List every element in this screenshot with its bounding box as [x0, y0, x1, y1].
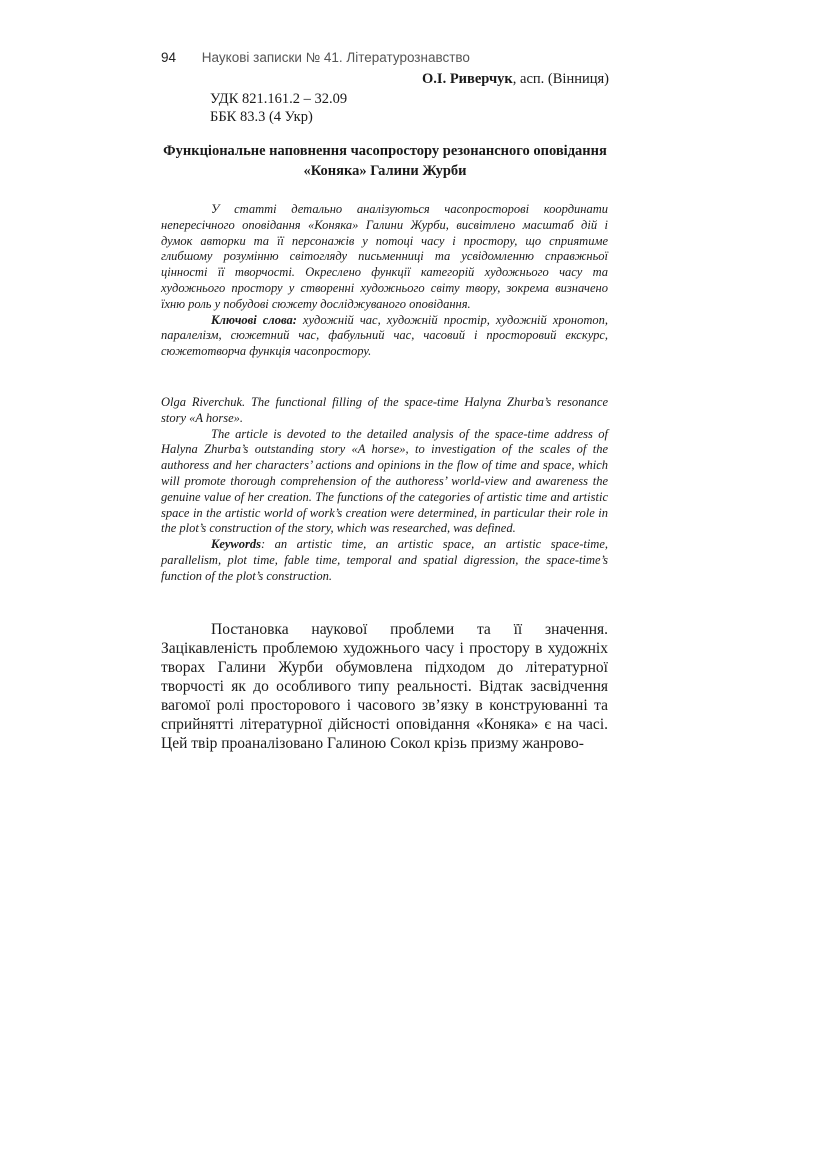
author-affiliation: , асп. (Вінниця)	[512, 71, 609, 87]
english-keywords-label: Keywords	[211, 537, 261, 552]
body-paragraph: Постановка наукової проблеми та її значення. Зацікавленість проблемою художнього часу і простору в художніх творах Галини Журби обумовлена підходом до літературної творчості як до особливого типу реальності. Відтак засвідчення вагомої ролі просторового і часового зв’язку в конструюванні та сприйнятті літературної дійсності оповідання «Коняка» є на часі. Цей твір проаналізовано Галиною Сокол крізь призму жанрово-	[161, 621, 608, 752]
bbk-code: ББК 83.3 (4 Укр)	[210, 108, 313, 125]
classification-codes	[210, 91, 347, 126]
ukrainian-abstract	[161, 202, 608, 360]
english-keywords	[161, 537, 608, 584]
english-abstract	[161, 395, 608, 585]
journal-title: Наукові записки № 41. Літературознавство	[201, 50, 470, 65]
main-text	[161, 620, 608, 753]
english-citation: Olga Riverchuk. The functional filling of the space-time Halyna Zhurba’s resonance story «A horse».	[161, 395, 608, 425]
english-abstract-text: The article is devoted to the detailed analysis of the space-time address of Halyna Zhurba’s outstanding story «A horse», to investigation of the scales of the authoress and her characters’ actions and opinions in the flow of time and space, which will promote thorough comprehension of the authoress’ world-view and awareness the genuine value of her creation. The functions of the categories of artistic time and artistic space in the artistic world of work’s creation were determined, in particular their role in the plot’s construction of the story, which was researched, was defined.	[161, 426, 608, 536]
author-line	[422, 71, 609, 88]
ukrainian-keywords	[161, 313, 608, 360]
ukrainian-keywords-list: художній час, художній простір, художній хронотоп, паралелізм, сюжетний час, фабульний час, часовий і просторовий екскурс, сюжетотворча функція часопростору.	[161, 312, 608, 359]
article-title: Функціональне наповнення часопростору резонансного оповідання «Коняка» Галини Журби	[163, 143, 607, 179]
udc-code: УДК 821.161.2 – 32.09	[210, 91, 348, 107]
ukrainian-abstract-text: У статті детально аналізуються часопросторові координати непересічного оповідання «Коняка» Галини Журби, висвітлено масштаб дій і думок авторки та її персонажів у потоці часу і простору, що сприятиме глибшому розумінню світогляду письменниці та усвідомленню справжньої цінності її творчості. Окреслено функції категорій художнього часу та художнього простору у створенні художнього світу твору, зокрема визначено їхню роль у побудові сюжету досліджуваного оповідання.	[161, 202, 608, 311]
author-name: О.І. Риверчук	[422, 71, 513, 87]
ukrainian-keywords-label: Ключові слова:	[211, 312, 297, 327]
running-header	[161, 50, 621, 65]
english-keywords-list: : an artistic time, an artistic space, an artistic space-time, parallelism, plot time, fable time, temporal and spatial digression, the space-time’s function of the plot’s construction.	[161, 537, 608, 583]
page-number: 94	[161, 50, 177, 65]
